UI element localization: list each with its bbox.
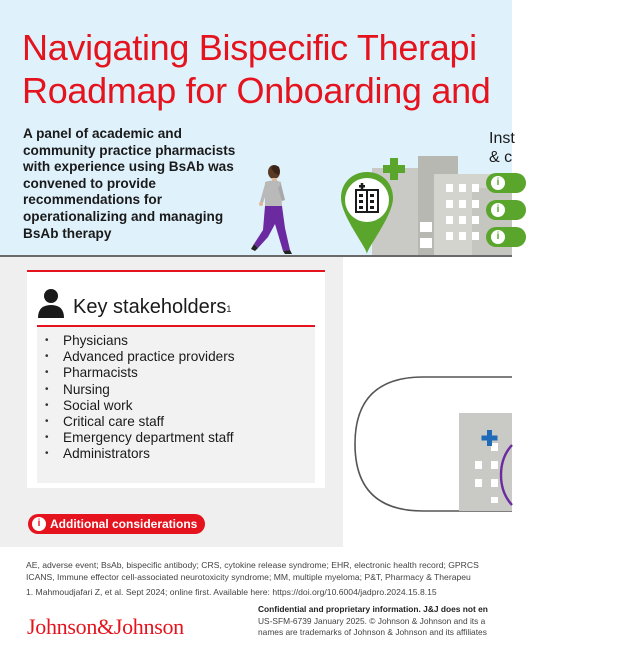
- list-item: [37, 365, 315, 381]
- card-title: [73, 296, 231, 318]
- side-heading: [489, 129, 515, 167]
- info-icon: i: [32, 517, 46, 531]
- list-bullet: •: [45, 448, 49, 460]
- list-bullet: •: [45, 415, 49, 427]
- hero-description: A panel of academic and community practice pharmacists with experience using BsAb was convened to provide recommendations for operationalizing and managing BsAb therapy: [23, 126, 236, 241]
- confidential-notice: Confidential and proprietary information. J&J does not en: [258, 604, 488, 614]
- list-item-text: Nursing: [63, 381, 110, 397]
- key-stakeholders-card: [27, 270, 325, 488]
- additional-considerations-button[interactable]: [28, 514, 205, 534]
- list-bullet: •: [45, 367, 49, 379]
- list-item-text: Physicians: [63, 333, 128, 348]
- list-item: [37, 382, 315, 398]
- list-item: [37, 446, 315, 462]
- brand-logo: Johnson&Johnson: [27, 614, 184, 639]
- list-item: [37, 398, 315, 414]
- card-header: [37, 282, 317, 322]
- side-item-3[interactable]: [486, 227, 526, 247]
- footnote-marker: 1: [226, 304, 232, 314]
- roadmap-illustration: [343, 257, 512, 547]
- walking-person-illustration: [250, 162, 300, 257]
- list-bullet: •: [45, 432, 49, 444]
- abbreviations-line-1: AE, adverse event; BsAb, bispecific antibody; CRS, cytokine release syndrome; EHR, electronic health record; GPRCS: [26, 560, 479, 570]
- side-heading-line-1: Inst: [489, 130, 515, 147]
- hero-banner: [0, 0, 515, 256]
- list-item-text: Pharmacists: [63, 365, 138, 381]
- page-title-line-2: Roadmap for Onboarding and: [22, 70, 491, 111]
- legal-line-1: US-SFM-6739 January 2025. © Johnson & Johnson and its a: [258, 616, 486, 626]
- side-item-2[interactable]: [486, 200, 526, 220]
- list-item: [37, 349, 315, 365]
- stakeholders-list: [37, 327, 315, 483]
- info-icon: i: [491, 230, 505, 244]
- page-title-line-1: Navigating Bispecific Therapi: [22, 27, 477, 68]
- page-title: [22, 26, 622, 112]
- person-icon: [37, 288, 65, 318]
- card-title-text: Key stakeholders: [73, 296, 227, 318]
- side-heading-line-2: & c: [489, 149, 513, 166]
- list-item-text: Emergency department staff: [63, 430, 234, 446]
- list-item-text: Advanced practice providers: [63, 349, 235, 365]
- list-item-text: Critical care staff: [63, 413, 164, 429]
- reference-citation: 1. Mahmoudjafari Z, et al. Sept 2024; online first. Available here: https://doi.org/10.6004/jadpro.2024.15.8.15: [26, 587, 437, 597]
- right-illustration-panel: [343, 257, 512, 547]
- info-icon: i: [491, 176, 505, 190]
- info-icon: i: [491, 203, 505, 217]
- list-bullet: •: [45, 399, 49, 411]
- list-bullet: •: [45, 335, 49, 346]
- list-item: [37, 430, 315, 446]
- list-item: [37, 414, 315, 430]
- list-bullet: •: [45, 383, 49, 395]
- legal-line-2: names are trademarks of Johnson & Johnson and its affiliates: [258, 627, 487, 637]
- list-item-text: Social work: [63, 397, 133, 413]
- card-top-rule: [27, 270, 325, 272]
- additional-considerations-label: Additional considerations: [50, 517, 198, 531]
- list-item-text: Administrators: [63, 446, 150, 462]
- list-bullet: •: [45, 351, 49, 363]
- hospital-pin-icon: [339, 170, 395, 256]
- side-item-1[interactable]: [486, 173, 526, 193]
- list-item: [37, 333, 315, 349]
- abbreviations-line-2: ICANS, Immune effector cell-associated neurotoxicity syndrome; MM, multiple myeloma; P&T, Pharmacy & Therapeu: [26, 572, 471, 582]
